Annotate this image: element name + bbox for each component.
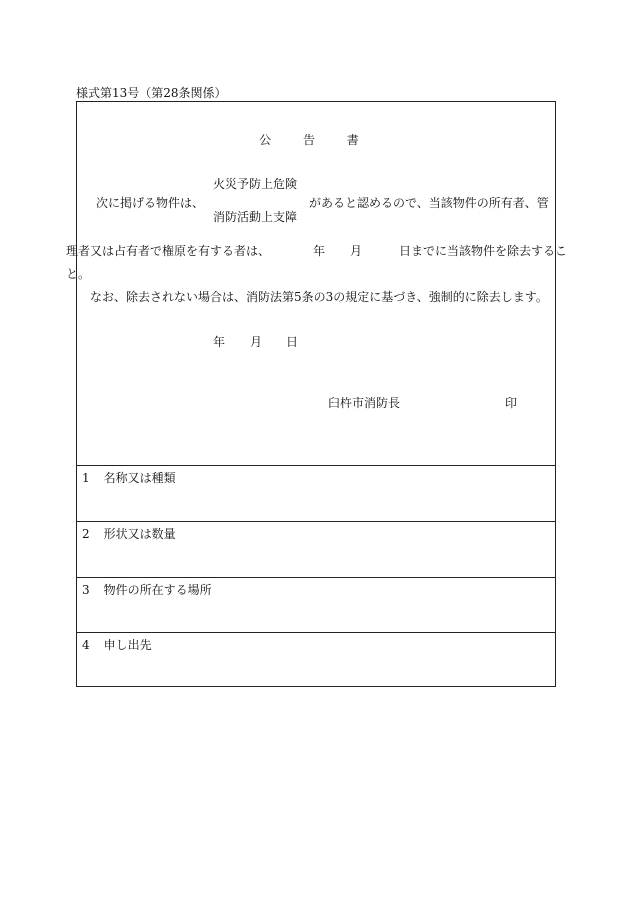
para2-year: 年 <box>313 244 326 258</box>
row-divider <box>77 632 555 633</box>
item-number: 2 <box>82 527 90 541</box>
date-year: 年 <box>213 335 226 349</box>
para1-suffix: があると認めるので、当該物件の所有者、管 <box>309 196 549 210</box>
issuer-name: 臼杵市消防長 <box>328 396 401 410</box>
para1-prefix: 次に掲げる物件は、 <box>96 196 205 210</box>
item-contact <box>82 636 152 653</box>
date-day: 日 <box>286 335 299 349</box>
para2-text-c: と。 <box>66 267 91 281</box>
seal-mark: 印 <box>505 396 518 410</box>
row-divider <box>77 465 555 466</box>
hazard-option-fire: 火災予防上危険 <box>213 177 298 191</box>
item-number: 3 <box>82 583 90 597</box>
item-name-or-type <box>82 469 176 486</box>
item-location <box>82 581 212 598</box>
form-number: 様式第13号（第28条関係） <box>76 86 227 100</box>
item-shape-or-quantity <box>82 525 176 542</box>
notice-title: 公 告 書 <box>259 133 373 147</box>
item-label: 形状又は数量 <box>103 527 176 541</box>
row-divider <box>77 577 555 578</box>
item-label: 名称又は種類 <box>103 471 176 485</box>
notice-form <box>66 101 568 687</box>
para3-text: なお、除去されない場合は、消防法第5条の3の規定に基づき、強制的に除去します。 <box>90 290 548 304</box>
item-number: 4 <box>82 638 90 652</box>
row-divider <box>77 521 555 522</box>
para2-month: 月 <box>350 244 363 258</box>
hazard-option-firefighting: 消防活動上支障 <box>213 210 298 224</box>
item-label: 申し出先 <box>103 638 152 652</box>
item-label: 物件の所在する場所 <box>103 583 212 597</box>
para2-text-a: 理者又は占有者で権原を有する者は、 <box>66 244 271 258</box>
item-number: 1 <box>82 471 90 485</box>
para2-text-b: 日までに当該物件を除去するこ <box>399 244 568 258</box>
date-month: 月 <box>250 335 263 349</box>
